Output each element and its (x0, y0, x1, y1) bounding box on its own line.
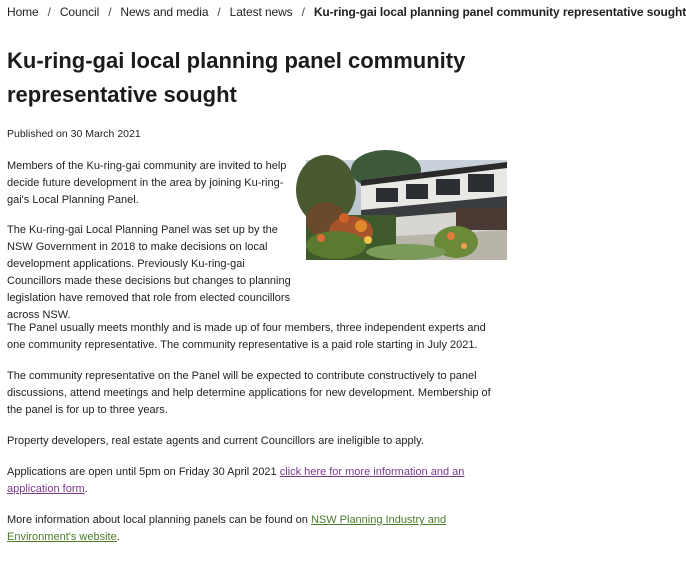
paragraph-invitation: Members of the Ku-ring-gai community are invited to help decide future development in the area by joining Ku-ring-gai's Local Planning Panel. (7, 160, 287, 206)
nsw-planning-website-link[interactable]: NSW Planning Industry and Environment's website (7, 514, 447, 543)
more-information-suffix: . (116, 531, 120, 543)
paragraph-panel-composition: The Panel usually meets monthly and is made up of four members, three independent experts and one community representative. The community representative is a paid role starting in July 2021. (7, 322, 486, 351)
paragraph-panel-history: The Ku-ring-gai Local Planning Panel was set up by the NSW Government in 2018 to make decisions on local development applications. Previously Ku-ring-gai Councillors made these decisions but changes to planning legislation have removed that role from elected councillors across NSW. (7, 224, 291, 321)
breadcrumb (7, 5, 686, 19)
breadcrumb-separator: / (47, 5, 51, 19)
breadcrumb-separator: / (217, 5, 221, 19)
article-photo (306, 160, 507, 260)
breadcrumb-council[interactable]: Council (59, 5, 100, 19)
more-information-text: More information about local planning panels can be found on (7, 514, 311, 526)
breadcrumb-latest-news[interactable]: Latest news (229, 5, 293, 19)
paragraph-more-information (7, 512, 457, 546)
breadcrumb-news-and-media[interactable]: News and media (120, 5, 209, 19)
breadcrumb-home[interactable]: Home (7, 5, 39, 19)
applications-text: Applications are open until 5pm on Friday 30 April 2021 (7, 466, 280, 478)
page-title: Ku-ring-gai local planning panel community representative sought (7, 48, 466, 107)
paragraph-applications (7, 464, 477, 498)
breadcrumb-separator: / (108, 5, 112, 19)
paragraph-role-expectations: The community representative on the Panel will be expected to contribute constructively to panel discussions, attend meetings and help determine applications for new development. Membership of the panel is for up to three years. (7, 370, 491, 416)
paragraph-ineligibility: Property developers, real estate agents and current Councillors are ineligible to apply. (7, 435, 424, 447)
building-garden-photo (306, 160, 507, 260)
applications-suffix: . (84, 483, 88, 495)
published-date: Published on 30 March 2021 (7, 128, 141, 140)
more-information-link[interactable]: click here for more information and an application form (7, 466, 465, 495)
breadcrumb-current: Ku-ring-gai local planning panel community representative sought (313, 5, 686, 19)
breadcrumb-separator: / (301, 5, 305, 19)
